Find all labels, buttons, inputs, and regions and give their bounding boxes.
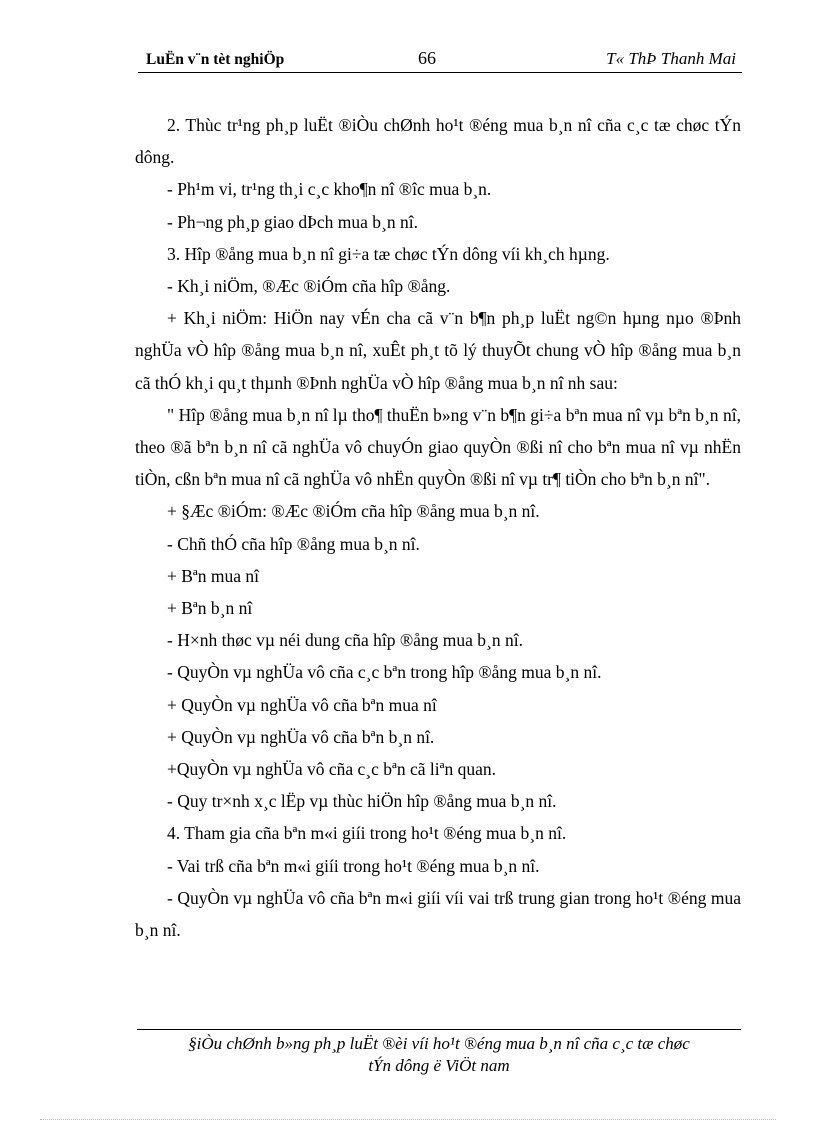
list-item: - Ph¬ng ph¸p giao dÞch mua b¸n nî. [167, 211, 418, 232]
list-item: + §Æc ®iÓm: ®Æc ®iÓm cña hîp ®ång mua b¸n nî. [167, 501, 540, 522]
paragraph: + Kh¸i niÖm: HiÖn nay vÉn cha cã v¨n b¶n ph¸p luËt ng©n hµng nµo ®Þnh nghÜa vÒ hîp ®ång mua b¸n nî, xuÊt ph¸t tõ lý thuyÕt chung vÒ hîp ®ång mua b¸n cã thÓ kh¸i qu¸t thµnh ®Þnh nghÜa vÒ hîp ®ång mua b¸n nî nh sau: [135, 308, 741, 393]
list-item: +QuyÒn vµ nghÜa vô cña c¸c bªn cã liªn quan. [167, 759, 496, 780]
page-bottom-border [40, 1119, 776, 1120]
section-heading-3: 3. Hîp ®ång mua b¸n nî gi÷a tæ chøc tÝn dông víi kh¸ch hµng. [167, 243, 610, 264]
list-item: - QuyÒn vµ nghÜa vô cña bªn m«i giíi víi vai trß trung gian trong ho¹t ®éng mua b¸n nî. [135, 887, 741, 941]
list-item: + Bªn mua nî [167, 565, 259, 586]
list-item: - Chñ thÓ cña hîp ®ång mua b¸n nî. [167, 533, 420, 554]
list-item: + QuyÒn vµ nghÜa vô cña bªn b¸n nî. [167, 726, 435, 747]
list-item: + Bªn b¸n nî [167, 598, 253, 619]
footer-title-line-1: §iÒu chØnh b»ng ph¸p luËt ®èi víi ho¹t ®éng mua b¸n nî cña c¸c tæ chøc [188, 1034, 690, 1053]
document-body [135, 109, 741, 946]
list-item: - H×nh thøc vµ néi dung cña hîp ®ång mua b¸n nî. [167, 630, 523, 651]
section-heading-4: 4. Tham gia cña bªn m«i giíi trong ho¹t ®éng mua b¸n nî. [167, 823, 567, 844]
thesis-label: LuËn v¨n tèt nghiÖp [146, 51, 285, 68]
list-item: - Ph¹m vi, tr¹ng th¸i c¸c kho¶n nî ®îc mua b¸n. [167, 179, 492, 200]
list-item: + QuyÒn vµ nghÜa vô cña bªn mua nî [167, 694, 437, 715]
list-item: - Quy tr×nh x¸c lËp vµ thùc hiÖn hîp ®ång mua b¸n nî. [167, 791, 557, 812]
page-number: 66 [418, 48, 436, 68]
page-footer [137, 1033, 741, 1077]
definition-quote: " Hîp ®ång mua b¸n nî lµ tho¶ thuËn b»ng v¨n b¶n gi÷a bªn mua nî vµ bªn b¸n nî, theo ®ã bªn b¸n nî cã nghÜa vô chuyÓn giao quyÒn ®ßi nî cho bªn mua nî vµ nhËn tiÒn, cßn bªn mua nî cã nghÜa vô nhËn quyÒn ®ßi nî vµ tr¶ tiÒn cho bªn b¸n nî". [135, 404, 741, 490]
list-item: - Vai trß cña bªn m«i giíi trong ho¹t ®éng mua b¸n nî. [167, 855, 540, 876]
author-name: T« ThÞ Thanh Mai [606, 49, 736, 68]
footer-title-line-2: tÝn dông ë ViÖt nam [368, 1056, 510, 1075]
list-item: - QuyÒn vµ nghÜa vô cña c¸c bªn trong hîp ®ång mua b¸n nî. [167, 662, 602, 683]
list-item: - Kh¸i niÖm, ®Æc ®iÓm cña hîp ®ång. [167, 276, 451, 297]
section-heading-2: 2. Thùc tr¹ng ph¸p luËt ®iÒu chØnh ho¹t ®éng mua b¸n nî cña c¸c tæ chøc tÝn dông. [135, 115, 741, 168]
footer-divider [137, 1029, 741, 1030]
page-header [138, 50, 742, 73]
